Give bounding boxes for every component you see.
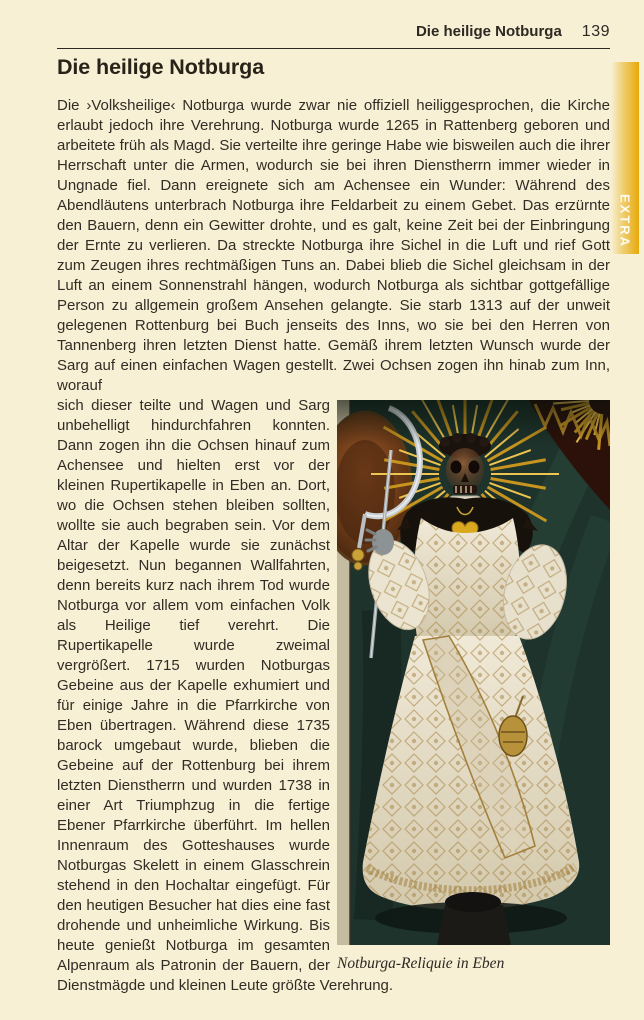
extra-tab-label: EXTRA [617, 193, 633, 248]
running-header [57, 23, 610, 49]
paragraph-part-2: sich dieser teilte und Wagen und Sarg unbehelligt hindurchfahren konnten. Dann zogen ihn die Ochsen hinauf zum Achensee und hielten erst vor der kleinen Rupertikapelle in Eben an. Dort, wo die Ochsen stehen bleiben sollten, wollte sie auch begraben sein. Vor dem Altar der Kapelle wurde sie zunächst beigesetzt. Nun begannen Wallfahrten, denn bereits kurz nach ihrem Tod wurde Notburga vor allem vom einfachen Volk als Heilige tief verehrt. Die Rupertikapelle wurde zweimal vergrößert. 1715 wurden Notburgas Gebeine aus der Kapelle exhumiert und für einige Jahre in die Pfarrkirche von Eben übertragen. Während diese 1735 barock umgebaut wurde, blieben die Gebeine auf der Rottenburg bei ihrem letzten Dienstherrn und wurden 1738 in einer Art Triumphzug in die fertige Ebener Pfarrkirche überführt. Im hellen Innenraum des Gotteshauses wurde Notburgas Skelett in einem Glasschrein stehend in den Hochaltar eingefügt. Für den heutigen Besucher hat dies eine fast drohende und unheimliche Wirkung. Bis heute genießt Notburga im gesamten Alpenraum als Patronin der Bauern, der Dienstmägde und kleinen Leute größte Verehrung. [57, 397, 394, 994]
relic-photo-figure [337, 400, 610, 973]
notburga-relic-photo [337, 400, 610, 945]
article-body [57, 96, 610, 996]
page-title: Die heilige Notburga [57, 55, 265, 79]
photo-caption: Notburga-Reliquie in Eben [337, 955, 505, 972]
paragraph-part-1: Die ›Volksheilige‹ Notburga wurde zwar nie offiziell heiliggesprochen, die Kirche erlaubt jedoch ihre Verehrung. Notburga wurde 1265 in Rattenberg geboren und arbeitete früh als Magd. Sie verteilte ihre geringe Habe wie bisweilen auch die ihrer Herrschaft unter die Armen, wodurch sie bei ihren Dienstherrn immer wieder in Ungnade fiel. Dann ereignete sich am Achensee ein Wunder: Während des Abendläutens unterbrach Notburga ihre Feldarbeit zu einem Gebet. Das erzürnte den Bauern, denn ein Gewitter drohte, und es galt, keine Zeit bei der Einbringung der Ernte zu verlieren. Da streckte Notburga ihre Sichel in die Luft und rief Gott zum Zeugen ihres rechtmäßigen Tuns an. Dabei blieb die Sichel gleichsam in der Luft an einem Sonnenstrahl hängen, wodurch Notburga als sichtbar gottgefällige Person zu allgemein großem Ansehen gelangte. Sie starb 1313 auf der unweit gelegenen Rottenburg bei Buch jenseits des Inns, wo sie bei den Herren von Tannenberg ihren letzten Dienst hatte. Gemäß ihrem letzten Wunsch wurde der Sarg auf einen einfachen Wagen gestellt. Zwei Ochsen zogen ihn hinab zum Inn, worauf [57, 97, 610, 394]
extra-tab [611, 62, 639, 254]
running-header-title: Die heilige Notburga [415, 23, 562, 40]
page-number: 139 [581, 23, 610, 40]
